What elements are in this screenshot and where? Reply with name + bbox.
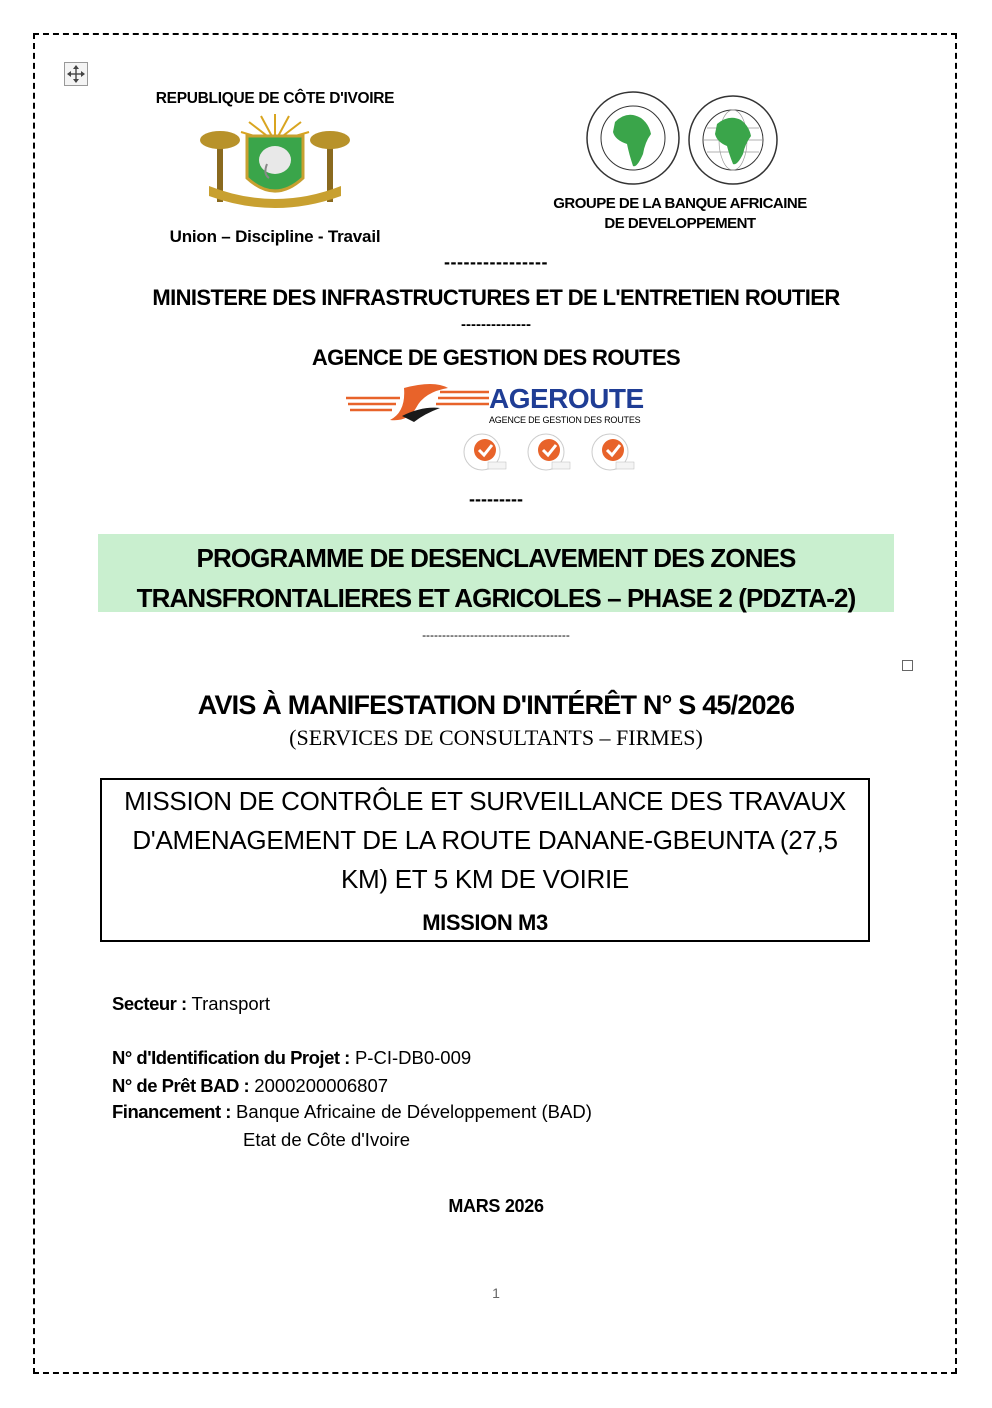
sgs-badge-icon [592, 434, 634, 470]
separator: ------------------------------------- [422, 628, 570, 642]
afdb-name-line1: GROUPE DE LA BANQUE AFRICAINE [553, 195, 807, 212]
loan-line [112, 1075, 388, 1097]
afdb-logos [585, 88, 780, 188]
agency-name: AGENCE DE GESTION DES ROUTES [311, 345, 681, 370]
sgs-badge-icon [528, 434, 570, 470]
ageroute-name: AGEROUTE [489, 383, 644, 414]
ageroute-swoosh-icon [344, 382, 489, 424]
programme-title [98, 538, 894, 618]
loan-label: N° de Prêt BAD : [112, 1075, 250, 1096]
notice-title: AVIS À MANIFESTATION D'INTÉRÊT N° S 45/2026 [197, 690, 795, 720]
coat-of-arms-icon [197, 112, 353, 220]
separator: -------------- [461, 316, 531, 333]
ministry-name: MINISTERE DES INFRASTRUCTURES ET DE L'ENTRETIEN ROUTIER [152, 285, 840, 310]
programme-line1: PROGRAMME DE DESENCLAVEMENT DES ZONES [196, 543, 796, 573]
separator: --------- [469, 489, 523, 509]
mission-line2: D'AMENAGEMENT DE LA ROUTE DANANE-GBEUNTA (27,5 [132, 825, 838, 855]
notice-subtitle: (SERVICES DE CONSULTANTS – FIRMES) [289, 725, 703, 750]
programme-line2: TRANSFRONTALIERES ET AGRICOLES – PHASE 2 (PDZTA-2) [136, 583, 856, 613]
mission-box [100, 778, 870, 942]
ageroute-subtitle: AGENCE DE GESTION DES ROUTES [489, 415, 641, 425]
country-name: REPUBLIQUE DE CÔTE D'IVOIRE [155, 90, 395, 107]
mission-code: MISSION M3 [422, 910, 548, 935]
mission-line3: KM) ET 5 KM DE VOIRIE [341, 864, 629, 894]
project-id-value: P-CI-DB0-009 [349, 1047, 472, 1068]
document-date: MARS 2026 [448, 1196, 544, 1216]
sector-line [112, 993, 270, 1015]
afdb-name-line2: DE DEVELOPPEMENT [604, 215, 756, 232]
mission-description [102, 782, 868, 899]
page-number: 1 [492, 1285, 500, 1301]
programme-banner [98, 534, 894, 612]
national-motto: Union – Discipline - Travail [169, 227, 381, 246]
financing-label: Financement : [112, 1101, 231, 1122]
sgs-certification-badges [458, 432, 638, 472]
afdb-group-name [530, 194, 830, 234]
separator: ---------------- [444, 252, 548, 272]
afdf-fund-logo-icon [689, 96, 777, 184]
afdb-bank-logo-icon [587, 92, 679, 184]
loan-value: 2000200006807 [249, 1075, 389, 1096]
project-id-label: N° d'Identification du Projet : [112, 1047, 350, 1068]
financing-line [112, 1101, 592, 1123]
sector-value: Transport [186, 993, 270, 1014]
ageroute-logo [344, 382, 644, 424]
financing-value-2: Etat de Côte d'Ivoire [243, 1129, 411, 1150]
project-id-line [112, 1047, 471, 1069]
table-resize-handle-icon[interactable] [902, 660, 913, 671]
sector-label: Secteur : [112, 993, 187, 1014]
table-move-handle-icon[interactable] [64, 62, 88, 86]
sgs-badge-icon [464, 434, 506, 470]
mission-line1: MISSION DE CONTRÔLE ET SURVEILLANCE DES TRAVAUX [124, 786, 846, 816]
financing-value: Banque Africaine de Développement (BAD) [230, 1101, 592, 1122]
